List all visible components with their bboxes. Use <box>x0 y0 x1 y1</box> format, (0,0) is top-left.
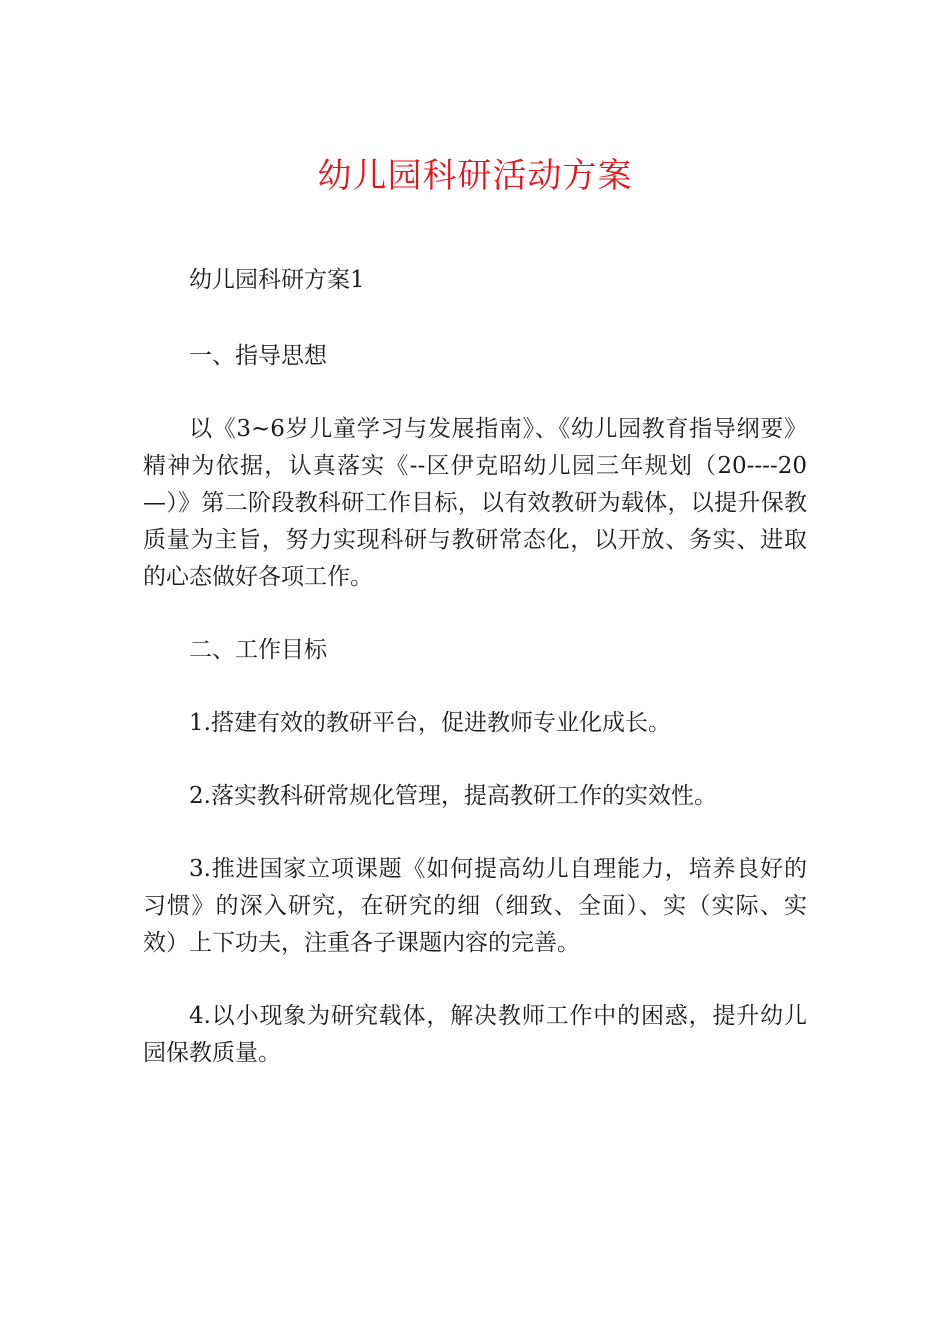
goal-item: 3.推进国家立项课题《如何提高幼儿自理能力，培养良好的习惯》的深入研究，在研究的细（细致、全面）、实（实际、实效）上下功夫，注重各子课题内容的完善。 <box>143 856 807 956</box>
goal-item: 1.搭建有效的教研平台，促进教师专业化成长。 <box>189 710 671 736</box>
goal-item: 4.以小现象为研究载体，解决教师工作中的困惑，提升幼儿园保教质量。 <box>143 1003 807 1066</box>
guiding-thought-paragraph: 以《3~6岁儿童学习与发展指南》、《幼儿园教育指导纲要》精神为依据，认真落实《--区伊克昭幼儿园三年规划（20----20—）》第二阶段教科研工作目标，以有效教研为载体，以提升保教质量为主旨，努力实现科研与教研常态化，以开放、务实、进取的心态做好各项工作。 <box>143 416 807 590</box>
section-heading-guiding-thought: 一、指导思想 <box>189 343 327 369</box>
section-heading-work-goals: 二、工作目标 <box>189 637 327 663</box>
goal-item: 2.落实教科研常规化管理，提高教研工作的实效性。 <box>189 783 717 809</box>
document-body <box>143 262 807 1072</box>
document-title: 幼儿园科研活动方案 <box>317 156 633 196</box>
plan-subtitle: 幼儿园科研方案1 <box>189 267 365 293</box>
